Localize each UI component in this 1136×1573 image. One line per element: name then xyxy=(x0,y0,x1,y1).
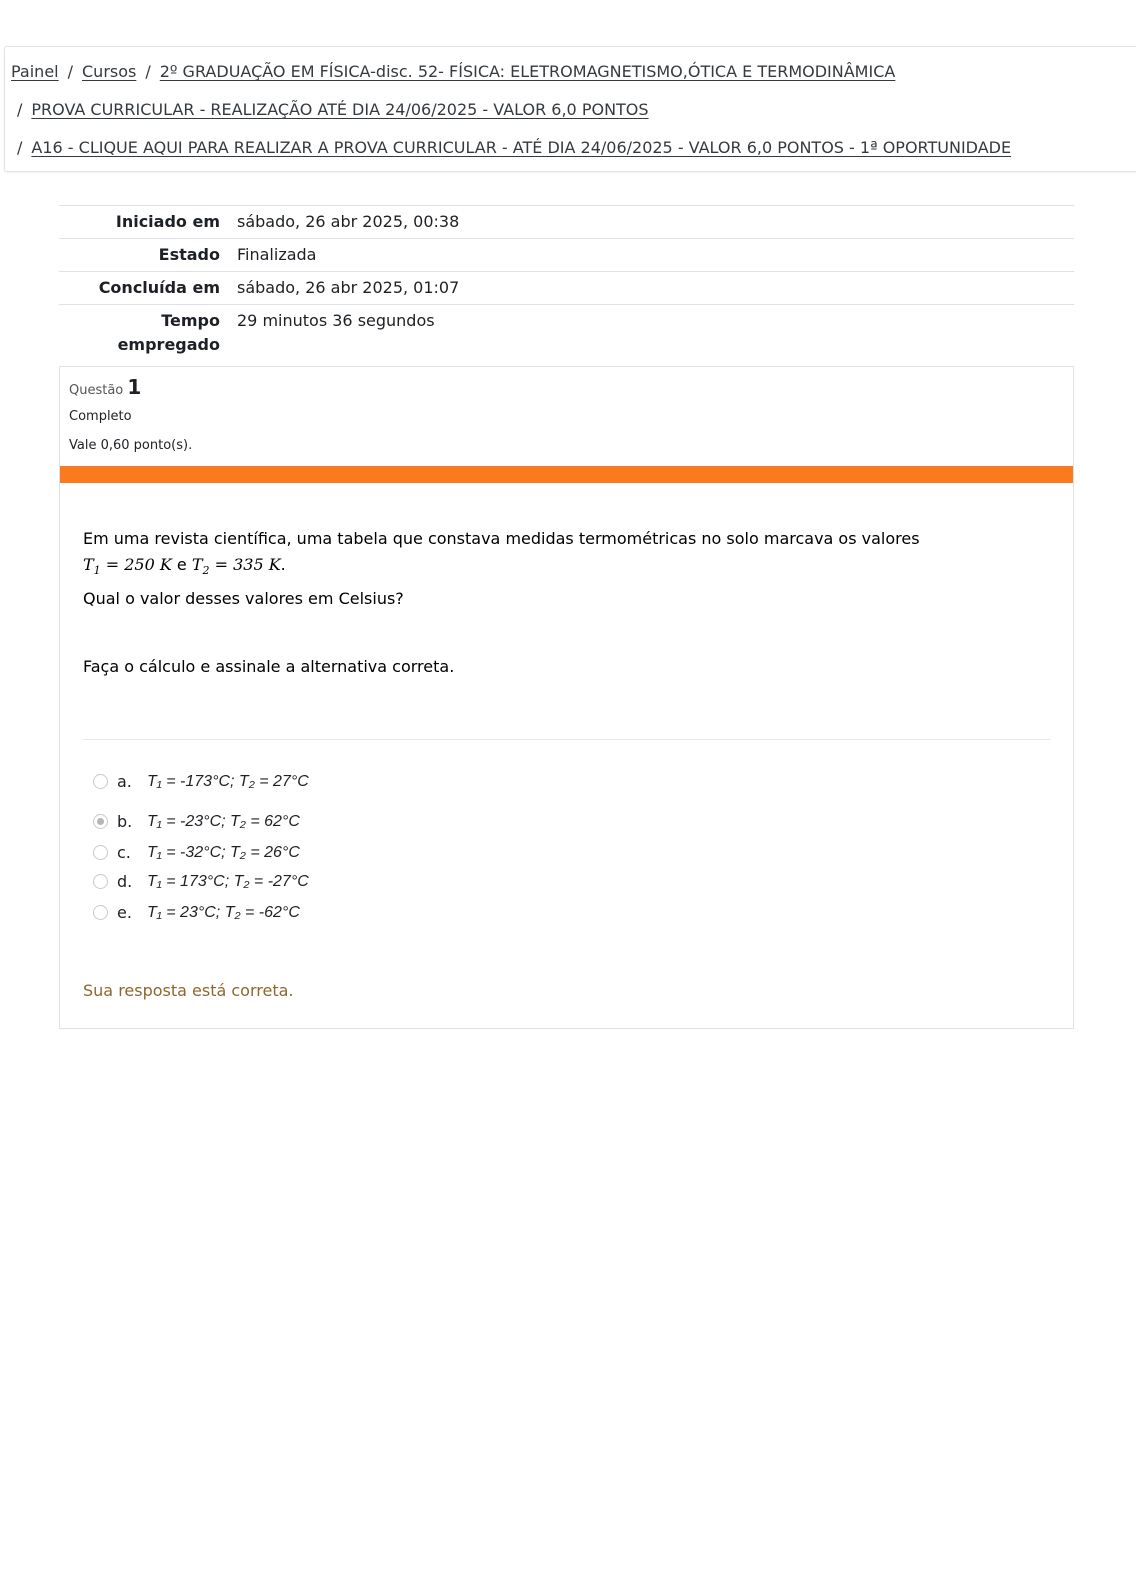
question-math-line xyxy=(83,553,286,583)
summary-label: Concluída em xyxy=(98,278,220,297)
math-k2: K xyxy=(268,555,281,574)
summary-value: Finalizada xyxy=(237,245,317,264)
radio-button[interactable] xyxy=(93,874,108,889)
summary-label xyxy=(59,305,229,362)
attempt-summary-table xyxy=(59,205,1074,361)
summary-row-completed xyxy=(59,272,1074,305)
answer-letter: a. xyxy=(117,772,132,791)
breadcrumb-separator: / xyxy=(17,138,23,157)
answer-letter: d. xyxy=(117,872,133,891)
breadcrumb-section-link[interactable]: PROVA CURRICULAR - REALIZAÇÃO ATÉ DIA 24/06/2025 - VALOR 6,0 PONTOS xyxy=(31,100,649,119)
breadcrumb-line-2 xyxy=(17,97,649,123)
question-accent-bar xyxy=(60,466,1073,483)
summary-label: Estado xyxy=(158,245,220,264)
radio-button[interactable] xyxy=(93,774,108,789)
breadcrumb-activity-link[interactable]: A16 - CLIQUE AQUI PARA REALIZAR A PROVA CURRICULAR - ATÉ DIA 24/06/2025 - VALOR 6,0 PONTOS - 1ª OPORTUNIDADE xyxy=(31,138,1012,157)
math-sub1: 1 xyxy=(93,564,101,578)
answer-text: T₁ = 23°C; T₂ = -62°C xyxy=(147,904,300,921)
summary-row-time xyxy=(59,305,1074,362)
answer-feedback: Sua resposta está correta. xyxy=(83,981,294,1000)
breadcrumb-cursos-link[interactable]: Cursos xyxy=(82,62,137,81)
breadcrumb xyxy=(4,46,1136,172)
answer-text: T₁ = -173°C; T₂ = 27°C xyxy=(147,773,309,790)
breadcrumb-line-1 xyxy=(11,59,895,85)
question-text-line: Qual o valor desses valores em Celsius? xyxy=(83,589,404,608)
summary-label-part: empregado xyxy=(117,335,220,354)
question-grade: Vale 0,60 ponto(s). xyxy=(69,438,193,453)
radio-button[interactable] xyxy=(93,845,108,860)
radio-button[interactable] xyxy=(93,905,108,920)
answer-letter: e. xyxy=(117,903,132,922)
summary-row-started xyxy=(59,206,1074,239)
answer-letter: b. xyxy=(117,812,133,831)
answer-text: T₁ = 173°C; T₂ = -27°C xyxy=(147,873,309,890)
answer-text: T₁ = -32°C; T₂ = 26°C xyxy=(147,844,300,861)
question-number-value: 1 xyxy=(127,375,142,399)
breadcrumb-course-link[interactable]: 2º GRADUAÇÃO EM FÍSICA-disc. 52- FÍSICA: ELETROMAGNETISMO,ÓTICA E TERMODINÂMICA xyxy=(159,62,896,81)
answer-text: T₁ = -23°C; T₂ = 62°C xyxy=(147,813,300,830)
math-eq2: = 335 xyxy=(209,555,269,574)
math-t2: T xyxy=(191,555,203,574)
question-state: Completo xyxy=(69,409,132,424)
summary-label-part: Tempo xyxy=(161,311,220,330)
math-t1: T xyxy=(83,555,94,574)
breadcrumb-separator: / xyxy=(17,100,23,119)
question-number xyxy=(69,375,141,399)
math-eq1: = 250 xyxy=(100,555,160,574)
summary-value: sábado, 26 abr 2025, 01:07 xyxy=(237,278,460,297)
summary-value: 29 minutos 36 segundos xyxy=(237,311,435,330)
breadcrumb-line-3 xyxy=(17,135,1011,161)
answer-letter: c. xyxy=(117,843,131,862)
question-text-line: Em uma revista científica, uma tabela que constava medidas termométricas no solo marcava os valores xyxy=(83,529,920,548)
radio-button-checked[interactable] xyxy=(93,814,108,829)
answer-divider xyxy=(83,739,1050,740)
summary-row-state xyxy=(59,239,1074,272)
summary-value: sábado, 26 abr 2025, 00:38 xyxy=(237,212,460,231)
math-period: . xyxy=(280,555,286,574)
question-label: Questão xyxy=(69,383,124,398)
summary-label: Iniciado em xyxy=(115,212,220,231)
math-sub2: 2 xyxy=(202,564,210,578)
question-text-line: Faça o cálculo e assinale a alternativa correta. xyxy=(83,657,455,676)
breadcrumb-painel-link[interactable]: Painel xyxy=(11,62,59,81)
breadcrumb-separator: / xyxy=(67,62,73,81)
question-card xyxy=(59,366,1074,1029)
math-k1: K xyxy=(159,555,172,574)
math-and: e xyxy=(171,555,192,574)
breadcrumb-separator: / xyxy=(145,62,151,81)
